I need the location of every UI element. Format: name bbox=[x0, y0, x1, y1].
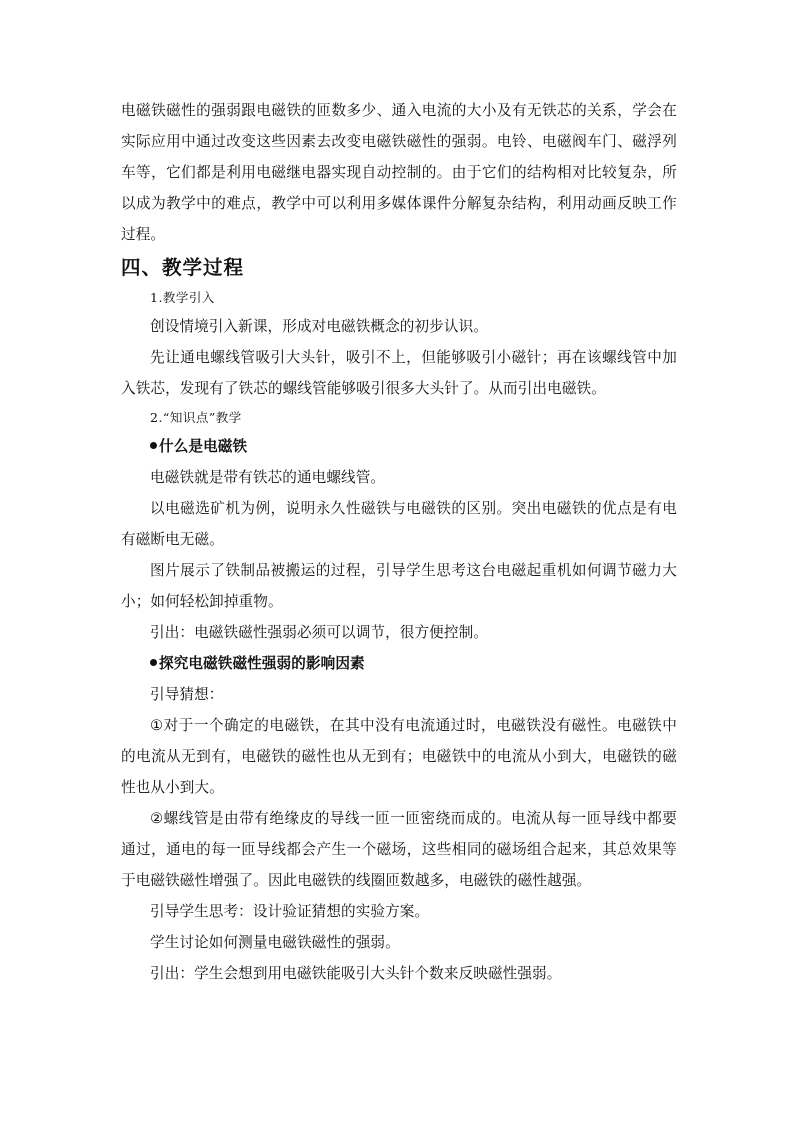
intro-paragraph: 电磁铁磁性的强弱跟电磁铁的匝数多少、通入电流的大小及有无铁芯的关系，学会在实际应用中通过改变这些因素去改变电磁铁磁性的强弱。电铃、电磁阀车门、磁浮列车等，它们都是利用电磁继电器实现自动控制的。由于它们的结构相对比较复杂，所以成为教学中的难点，教学中可以利用多媒体课件分解复杂结构，利用动画反映工作过程。 bbox=[121, 102, 677, 243]
bullet2-paragraph-6: 引出：学生会想到用电磁铁能吸引大头针个数来反映磁性强弱。 bbox=[150, 965, 562, 982]
bullet-dot-icon bbox=[150, 442, 157, 449]
bullet1-paragraph-3: 图片展示了铁制品被搬运的过程，引导学生思考这台电磁起重机如何调节磁力大小；如何轻松卸掉重物。 bbox=[121, 562, 677, 610]
bullet2-paragraph-2: ①对于一个确定的电磁铁，在其中没有电流通过时，电磁铁没有磁性。电磁铁中的电流从无到有，电磁铁的磁性也从无到有；电磁铁中的电流从小到大，电磁铁的磁性也从小到大。 bbox=[121, 717, 677, 796]
bullet-heading-2 bbox=[121, 648, 677, 679]
bullet1-paragraph-2: 以电磁选矿机为例，说明永久性磁铁与电磁铁的区别。突出电磁铁的优点是有电有磁断电无磁。 bbox=[121, 500, 677, 548]
bullet-heading-2-label: 探究电磁铁磁性强弱的影响因素 bbox=[159, 655, 365, 672]
bullet-heading-1-label: 什么是电磁铁 bbox=[159, 438, 248, 455]
bullet2-paragraph-1: 引导猜想： bbox=[150, 686, 224, 703]
bullet-heading-1 bbox=[121, 431, 677, 462]
step1-title: 1.教学引入 bbox=[150, 290, 215, 305]
bullet1-paragraph-1: 电磁铁就是带有铁芯的通电螺线管。 bbox=[150, 469, 386, 486]
bullet2-paragraph-5: 学生讨论如何测量电磁铁磁性的强弱。 bbox=[150, 934, 400, 951]
step2-title: 2.“知识点”教学 bbox=[150, 410, 242, 425]
bullet2-paragraph-4: 引导学生思考：设计验证猜想的实验方案。 bbox=[150, 903, 430, 920]
bullet2-paragraph-3: ②螺线管是由带有绝缘皮的导线一匝一匝密绕而成的。电流从每一匝导线中都要通过，通电的每一匝导线都会产生一个磁场，这些相同的磁场组合起来，其总效果等于电磁铁磁性增强了。因此电磁铁的线圈匝数越多，电磁铁的磁性越强。 bbox=[121, 810, 677, 889]
document-page bbox=[121, 95, 677, 989]
section-heading: 四、教学过程 bbox=[121, 256, 245, 279]
bullet1-paragraph-4: 引出：电磁铁磁性强弱必须可以调节，很方便控制。 bbox=[150, 624, 488, 641]
step1-paragraph-1: 创设情境引入新课，形成对电磁铁概念的初步认识。 bbox=[150, 318, 488, 335]
step1-paragraph-2: 先让通电螺线管吸引大头针，吸引不上，但能够吸引小磁针；再在该螺线管中加入铁芯，发现有了铁芯的螺线管能够吸引很多大头针了。从而引出电磁铁。 bbox=[121, 349, 677, 397]
bullet-dot-icon bbox=[150, 659, 157, 666]
